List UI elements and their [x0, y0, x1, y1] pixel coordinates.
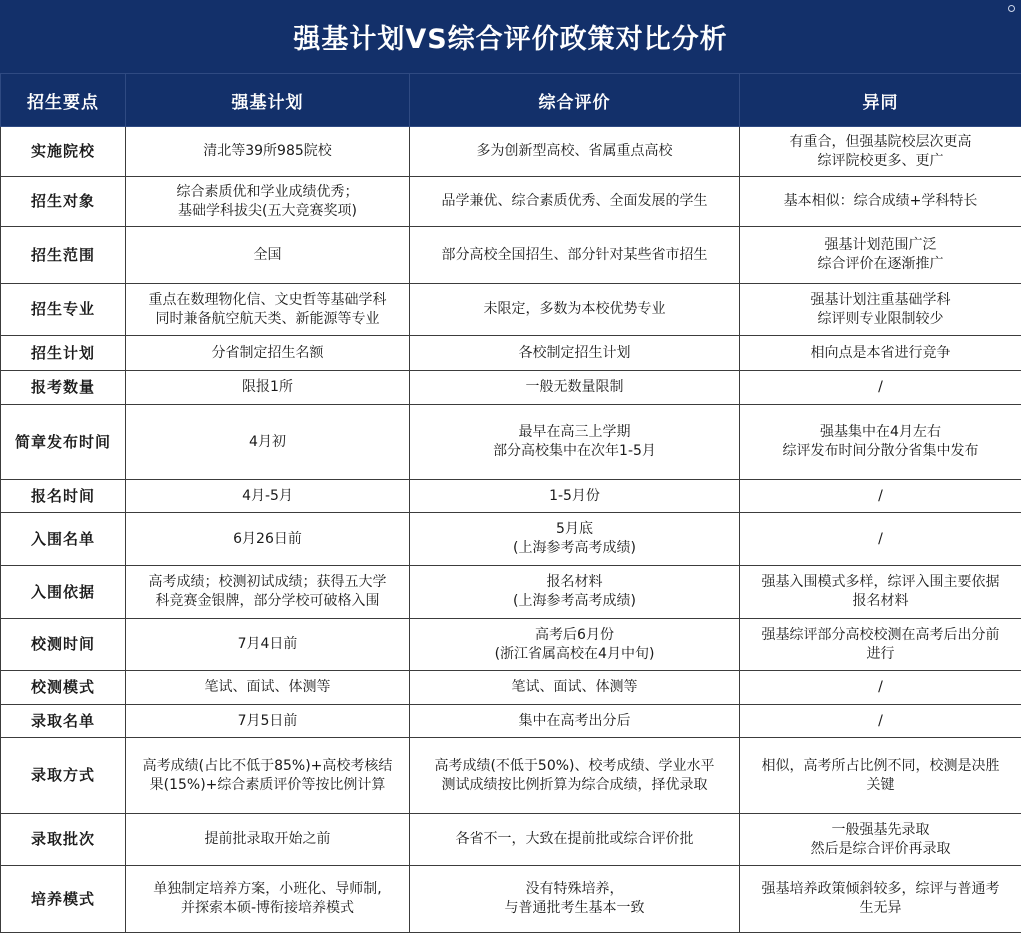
cell-qiangji: 4月-5月	[126, 480, 410, 513]
table-row	[1, 705, 1021, 738]
row-key: 校测模式	[1, 671, 126, 705]
cell-zongping: 一般无数量限制	[410, 371, 740, 405]
header-qiangji: 强基计划	[126, 74, 410, 127]
table-row	[1, 371, 1021, 405]
table-row	[1, 405, 1021, 480]
row-key: 校测时间	[1, 619, 126, 671]
table-row	[1, 480, 1021, 513]
header-yitong: 异同	[740, 74, 1021, 127]
cell-zongping: 部分高校全国招生、部分针对某些省市招生	[410, 227, 740, 284]
cell-qiangji: 单独制定培养方案，小班化、导师制, 并探索本硕-博衔接培养模式	[126, 866, 410, 933]
cell-qiangji: 4月初	[126, 405, 410, 480]
header-zongping: 综合评价	[410, 74, 740, 127]
row-key: 录取批次	[1, 814, 126, 866]
cell-yitong: 强基入围模式多样，综评入围主要依据 报名材料	[740, 566, 1021, 619]
cell-qiangji: 提前批录取开始之前	[126, 814, 410, 866]
cell-qiangji: 清北等39所985院校	[126, 127, 410, 177]
cell-qiangji: 分省制定招生名额	[126, 336, 410, 371]
cell-qiangji: 高考成绩(占比不低于85%)+高校考核结 果(15%)+综合素质评价等按比例计算	[126, 738, 410, 814]
cell-zongping: 多为创新型高校、省属重点高校	[410, 127, 740, 177]
comparison-table	[0, 73, 1021, 933]
row-key: 招生范围	[1, 227, 126, 284]
cell-zongping: 5月底 (上海参考高考成绩)	[410, 513, 740, 566]
cell-yitong: 强基培养政策倾斜较多，综评与普通考 生无异	[740, 866, 1021, 933]
row-key: 录取名单	[1, 705, 126, 738]
row-key: 报考数量	[1, 371, 126, 405]
cell-qiangji: 笔试、面试、体测等	[126, 671, 410, 705]
row-key: 简章发布时间	[1, 405, 126, 480]
table-row	[1, 336, 1021, 371]
row-key: 招生对象	[1, 177, 126, 227]
table-row	[1, 566, 1021, 619]
cell-yitong: 基本相似：综合成绩+学科特长	[740, 177, 1021, 227]
cell-zongping: 1-5月份	[410, 480, 740, 513]
row-key: 报名时间	[1, 480, 126, 513]
table-row	[1, 738, 1021, 814]
cell-yitong: 强基集中在4月左右 综评发布时间分散分省集中发布	[740, 405, 1021, 480]
row-key: 招生计划	[1, 336, 126, 371]
row-key: 招生专业	[1, 284, 126, 336]
row-key: 培养模式	[1, 866, 126, 933]
cell-zongping: 报名材料 (上海参考高考成绩)	[410, 566, 740, 619]
row-key: 录取方式	[1, 738, 126, 814]
cell-yitong: 强基综评部分高校校测在高考后出分前 进行	[740, 619, 1021, 671]
row-key: 入围名单	[1, 513, 126, 566]
cell-zongping: 没有特殊培养， 与普通批考生基本一致	[410, 866, 740, 933]
page-title-text: 强基计划VS综合评价政策对比分析	[293, 24, 728, 55]
cell-qiangji: 7月5日前	[126, 705, 410, 738]
cell-yitong: 有重合，但强基院校层次更高 综评院校更多、更广	[740, 127, 1021, 177]
cell-qiangji: 限报1所	[126, 371, 410, 405]
cell-qiangji: 高考成绩；校测初试成绩；获得五大学 科竞赛金银牌，部分学校可破格入围	[126, 566, 410, 619]
corner-circle-icon	[1008, 5, 1015, 12]
cell-zongping: 高考成绩(不低于50%)、校考成绩、学业水平 测试成绩按比例折算为综合成绩，择优录取	[410, 738, 740, 814]
cell-zongping: 高考后6月份 (浙江省属高校在4月中旬)	[410, 619, 740, 671]
cell-zongping: 未限定，多数为本校优势专业	[410, 284, 740, 336]
cell-yitong: 强基计划范围广泛 综合评价在逐渐推广	[740, 227, 1021, 284]
cell-yitong: 相向点是本省进行竞争	[740, 336, 1021, 371]
cell-zongping: 各省不一，大致在提前批或综合评价批	[410, 814, 740, 866]
table-row	[1, 814, 1021, 866]
table-row	[1, 619, 1021, 671]
table-row	[1, 177, 1021, 227]
table-row	[1, 127, 1021, 177]
cell-zongping: 笔试、面试、体测等	[410, 671, 740, 705]
table-row	[1, 671, 1021, 705]
cell-yitong: /	[740, 513, 1021, 566]
row-key: 入围依据	[1, 566, 126, 619]
row-key: 实施院校	[1, 127, 126, 177]
cell-yitong: /	[740, 671, 1021, 705]
cell-zongping: 集中在高考出分后	[410, 705, 740, 738]
cell-yitong: 强基计划注重基础学科 综评则专业限制较少	[740, 284, 1021, 336]
table-row	[1, 866, 1021, 933]
cell-qiangji: 全国	[126, 227, 410, 284]
cell-yitong: /	[740, 371, 1021, 405]
cell-zongping: 各校制定招生计划	[410, 336, 740, 371]
cell-zongping: 最早在高三上学期 部分高校集中在次年1-5月	[410, 405, 740, 480]
cell-qiangji: 6月26日前	[126, 513, 410, 566]
cell-yitong: 相似，高考所占比例不同，校测是决胜 关键	[740, 738, 1021, 814]
table-header-row	[1, 74, 1021, 127]
header-key: 招生要点	[1, 74, 126, 127]
cell-qiangji: 7月4日前	[126, 619, 410, 671]
cell-yitong: 一般强基先录取 然后是综合评价再录取	[740, 814, 1021, 866]
page-title	[0, 0, 1021, 73]
cell-zongping: 品学兼优、综合素质优秀、全面发展的学生	[410, 177, 740, 227]
table-row	[1, 513, 1021, 566]
cell-qiangji: 重点在数理物化信、文史哲等基础学科 同时兼备航空航天类、新能源等专业	[126, 284, 410, 336]
table-row	[1, 227, 1021, 284]
cell-yitong: /	[740, 705, 1021, 738]
table-row	[1, 284, 1021, 336]
cell-qiangji: 综合素质优和学业成绩优秀； 基础学科拔尖(五大竞赛奖项)	[126, 177, 410, 227]
cell-yitong: /	[740, 480, 1021, 513]
